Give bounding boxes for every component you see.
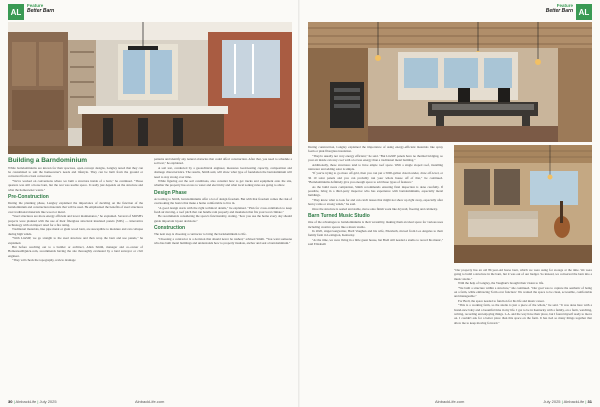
left-col-2	[154, 157, 292, 246]
paragraph: Additionally, these structures tend to have ample roof space. With a single sloped roof, installing rainwater and adding solar is simple.	[308, 162, 443, 172]
footer-date: July 2025	[543, 399, 561, 404]
paragraph: While figuring out the soil conditions, also consider how to get trucks and equipment onto the site, whether the property has access to water and electricity and what local zoning rules are going to allow.	[154, 179, 292, 188]
paragraph: As the build nears completion, Smith recommends ensuring final inspection is done carefully. If possible, bring in a third-party inspector who has experience with barndominiums, especially metal buildings.	[308, 184, 443, 198]
footer-magazine: AlnbackLife	[563, 399, 585, 404]
paragraph: For Brell, the space needed to function for his life and music career.	[458, 298, 545, 303]
paragraph: "A good design starts with the right technical details," he explained. "Plan for cross-ventilation to keep fresh air moving, a roof pitch that can handle rain properly and insulation that fits your local climate."	[154, 205, 292, 215]
paragraph: "Steel structures are more energy efficient and lower maintenance," he explained. Several of MOSH's projects were planned with the use of their fiberglass structural insulated panels (SIPs) — innovative technology with an impact rated for a fire rating.	[8, 214, 143, 227]
paragraph: "They will check the topography, review drainage	[12, 258, 76, 263]
studio-interior-photo	[454, 145, 592, 263]
page-footer: 30 | AlnbackLife | July 2025	[8, 399, 57, 404]
page-number: 30	[8, 399, 13, 404]
right-col-1	[308, 145, 443, 247]
section-title: Better Barn	[545, 7, 573, 14]
section-label: Feature	[556, 3, 573, 8]
paragraph: In 2020, singer/songwriter, Brell Vaughan and his wife, Elizabeth, moved from Los Angeles to their family farm in Lexington, Kentucky.	[308, 228, 443, 238]
paragraph: "We've worked on conversions where we built a structure inside of a barn," he continued. "Those quarters was still a horse barn, but the rest was usable space. It really just depends on the structure and what the homeowner wants."	[8, 178, 143, 192]
page-number: 31	[587, 399, 592, 404]
magazine-logo: AL	[8, 4, 24, 20]
subheading: Design Phase	[154, 189, 187, 196]
paragraph: A soil test, conducted by a geotechnical engineer, measures load-bearing capacity, composition and drainage characteristics. The results, Smith said, will show what type of foundation the barndominium will need to stay strong over time.	[154, 165, 292, 179]
subheading: Pre-Construction	[8, 193, 49, 200]
paragraph: Traditional materials, like pipe metal or giant wood barn, are susceptible to moisture and can collapse during high winds.	[8, 227, 143, 236]
magazine-logo: AL	[576, 4, 592, 20]
paragraph: "We built a structure within a structure," she continued. "Our goal was to capture the aesthetic of being on a farm, while embracing 'form over function.' We wanted the space to be clean, accessible, comfortable and manageable."	[454, 285, 592, 299]
footer-magazine: AlnbackLife	[15, 399, 37, 404]
paragraph: The next step is choosing a contractor to bring the barndominium to life.	[154, 232, 247, 237]
page-footer: July 2025 | AlnbackLife | 31	[543, 399, 592, 404]
subheading: Construction	[154, 225, 186, 232]
paragraph: With the help of Langley, the Vaughan's brought their vision to life.	[458, 281, 544, 286]
paragraph: "With LiteSIP, we go straight to the steel structure and then wrap the barn and use panels," he explained.	[8, 236, 143, 245]
footer-url: AlnbackLife.com	[135, 399, 165, 404]
subheading: Barn Turned Music Studio	[308, 213, 370, 220]
footer-url: AlnbackLife.com	[435, 399, 465, 404]
music-studio-photo	[308, 22, 592, 142]
paragraph: During the planning phase, Langley explained the importance of deciding on the function of the barndominium and construction materials that will be used. He emphasized the benefits of steel structures over traditional materials like wood or metal.	[8, 200, 143, 214]
footer-date: July 2025	[39, 399, 57, 404]
section-label: Feature	[27, 3, 44, 8]
paragraph: He recommends considering the space's functionality, stating, "how you use the home every day should guide important layout decisions."	[154, 214, 292, 223]
paragraph: According to Smith, barndominiums offer a lot of design freedom. But with that freedom comes the risk of overlooking the basics that make a home comfortable to live in.	[154, 196, 292, 206]
section-title: Better Barn	[27, 7, 55, 14]
paragraph: patterns and identify any natural obstacles that could affect construction. After that, you need to schedule a soil test," he explained.	[154, 157, 292, 166]
paragraph: "Our property has an old 80-year-old horse barn, which we were using for storage at the time. We were going to build a structure in the barn, but it was out of our budget. So instead, we converted the barn into a music studio."	[454, 268, 592, 281]
paragraph: "Choosing a contractor is a decision that should never be rushed," advised Smith. "You want someone who has built metal buildings and understands how to properly insulate, anchor and seal a barndominium."	[154, 236, 292, 246]
paragraph: "They know what to look for and can catch issues that might not show up right away, especially after heavy rains or strong winds," he said.	[308, 197, 443, 207]
kitchen-photo	[8, 22, 292, 154]
paragraph: "At the time, we were living in a little guest house, but Brell still needed a studio to record his music," said Elizabeth	[308, 237, 443, 247]
paragraph: "They're usually not very energy efficient," he said. "But LiteSIP panels have no thermal bridging, so your air inside can stay cool with a lot less energy than a traditional metal building."	[308, 153, 443, 163]
paragraph: One of the advantages to barndominiums is their versatility, making them an ideal space for various uses including creative spaces like a music studio.	[308, 220, 443, 229]
article-heading: Building a Barndominium	[8, 157, 88, 164]
paragraph: But before reaching out to a builder or architect, Allen Smith, manager and co-owner of HomesteadIQuick.com, recommends having the site thoroughly evaluated by a land surveyor or civil engineer.	[8, 245, 143, 258]
left-col-1	[8, 157, 143, 263]
paragraph: "If you're trying to go more off-grid, then you can put a 5000-gallon cistern under, draw off-level, or 36 10 solar panels and you can probably run your whole house off of that," he continued. "Barndominiums definitely give you enough space to add those types of features."	[308, 171, 443, 185]
paragraph: "This is a working farm, so the studio is just a piece of the whole," he said. "It was done here with a brand-new baby and a beautiful time in my life. I got to be in Kentucky with a family, on a farm, watching, writing, recording and enjoying things. L.A. and the way have their place, but I found myself ready to move on. I couldn't ask for a better place than this space on the farm. It has tied so many things together that allow me to keep moving forward."	[454, 303, 592, 325]
paragraph: During construction, Langley explained the importance of using energy-efficient materials like spray foam or pink fiberglass insulation.	[308, 145, 443, 154]
page-header	[546, 4, 592, 20]
right-page	[300, 0, 600, 407]
paragraph: While barndominiums are known for their spacious, open-concept designs, Langley noted that they can be customized to suit the homeowner's needs and lifestyle. They can be built from the ground or converted from a barn conversion.	[8, 165, 143, 179]
paragraph: Once the structure is sealed and stable, move onto finish work like drywall, flooring and cabinetry.	[312, 206, 438, 211]
page-header	[8, 4, 54, 20]
right-col-2	[454, 268, 592, 325]
